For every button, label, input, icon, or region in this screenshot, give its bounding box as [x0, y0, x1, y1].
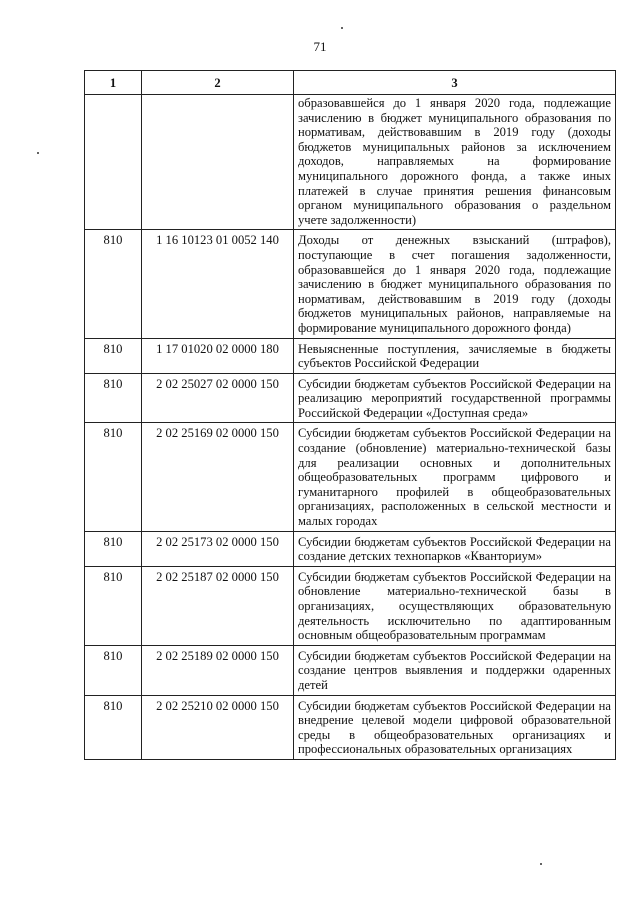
admin-code-cell	[85, 95, 142, 230]
admin-code-cell: 810	[85, 566, 142, 645]
budget-code-cell: 1 17 01020 02 0000 180	[142, 338, 294, 373]
table-row	[85, 695, 616, 759]
budget-code-cell: 2 02 25169 02 0000 150	[142, 423, 294, 531]
admin-code-cell: 810	[85, 230, 142, 338]
budget-code-cell	[142, 95, 294, 230]
table-row	[85, 566, 616, 645]
table-header-row	[85, 71, 616, 95]
budget-code-cell: 2 02 25027 02 0000 150	[142, 373, 294, 423]
description-cell: Невыясненные поступления, зачисляемые в бюджеты субъектов Российской Федерации	[294, 338, 616, 373]
description-cell: Субсидии бюджетам субъектов Российской Федерации на создание (обновление) материально-технической базы для реализации основных и дополнительных общеобразовательных программ цифрового и гуманитарного профилей в общеобразовательных организациях, расположенных в сельской местности и малых городах	[294, 423, 616, 531]
admin-code-cell: 810	[85, 531, 142, 566]
admin-code-cell: 810	[85, 373, 142, 423]
description-cell: Субсидии бюджетам субъектов Российской Федерации на создание центров выявления и поддержки одаренных детей	[294, 645, 616, 695]
header-col-3: 3	[294, 71, 616, 95]
budget-code-cell: 2 02 25173 02 0000 150	[142, 531, 294, 566]
table-row	[85, 531, 616, 566]
budget-code-cell: 2 02 25210 02 0000 150	[142, 695, 294, 759]
description-cell: Субсидии бюджетам субъектов Российской Федерации на обновление материально-технической базы в организациях, осуществляющих образовательную деятельность исключительно по адаптированным основным общеобразовательным программам	[294, 566, 616, 645]
budget-code-cell: 2 02 25187 02 0000 150	[142, 566, 294, 645]
header-col-1: 1	[85, 71, 142, 95]
table-row	[85, 230, 616, 338]
admin-code-cell: 810	[85, 645, 142, 695]
description-cell: Субсидии бюджетам субъектов Российской Федерации на реализацию мероприятий государственной программы Российской Федерации «Доступная среда»	[294, 373, 616, 423]
scan-speck	[341, 27, 343, 29]
page-number: 71	[313, 39, 327, 54]
admin-code-cell: 810	[85, 423, 142, 531]
admin-code-cell: 810	[85, 695, 142, 759]
table-row	[85, 338, 616, 373]
budget-code-cell: 1 16 10123 01 0052 140	[142, 230, 294, 338]
description-cell: Доходы от денежных взысканий (штрафов), поступающие в счет погашения задолженности, образовавшейся до 1 января 2020 года, подлежащие зачислению в бюджет муниципального образования по нормативам, действовавшим в 2019 году (доходы бюджетов муниципальных районов, направляемые на формирование муниципального дорожного фонда)	[294, 230, 616, 338]
description-cell: образовавшейся до 1 января 2020 года, подлежащие зачислению в бюджет муниципального образования по нормативам, действовавшим в 2019 году (доходы бюджетов муниципальных районов за исключением доходов, направляемых на формирование муниципального дорожного фонда, а также иных платежей в случае принятия решения финансовым органом муниципального образования о раздельном учете задолженности)	[294, 95, 616, 230]
budget-code-cell: 2 02 25189 02 0000 150	[142, 645, 294, 695]
budget-classification-table	[84, 70, 616, 760]
table-row	[85, 645, 616, 695]
table-row	[85, 373, 616, 423]
scan-speck	[37, 152, 39, 154]
header-col-2: 2	[142, 71, 294, 95]
table-row	[85, 95, 616, 230]
table-row	[85, 423, 616, 531]
description-cell: Субсидии бюджетам субъектов Российской Федерации на создание детских технопарков «Кванториум»	[294, 531, 616, 566]
description-cell: Субсидии бюджетам субъектов Российской Федерации на внедрение целевой модели цифровой образовательной среды в общеобразовательных организациях и профессиональных образовательных организациях	[294, 695, 616, 759]
scan-speck	[540, 863, 542, 865]
admin-code-cell: 810	[85, 338, 142, 373]
